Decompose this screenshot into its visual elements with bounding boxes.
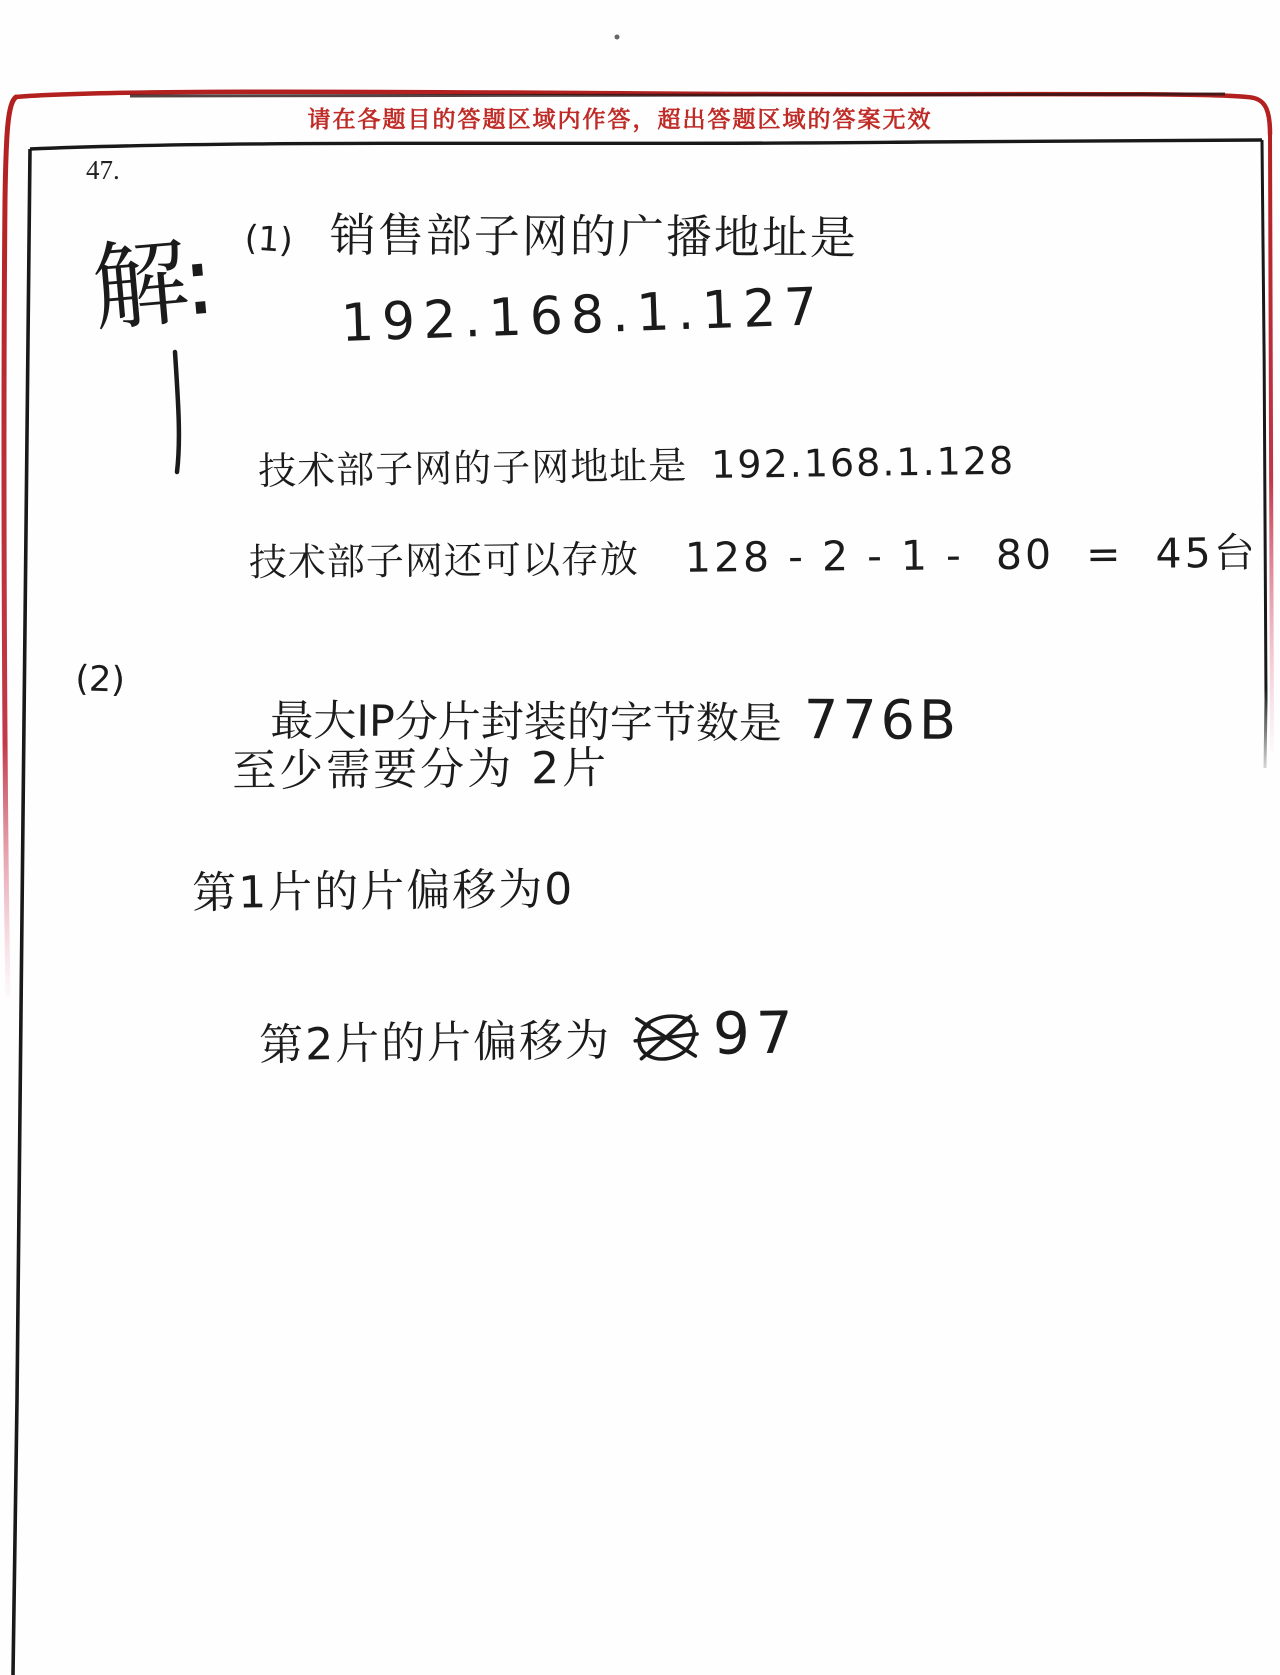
part2-offset2-prefix: 第2片的片偏移为 xyxy=(258,1015,612,1072)
answer-box-top-border xyxy=(30,140,1262,149)
red-frame-left-line xyxy=(4,97,16,995)
part2-offset2-value: 97 xyxy=(712,998,800,1069)
part2-label: (2) xyxy=(74,659,126,701)
red-frame-right-line xyxy=(1270,134,1272,750)
header-notice: 请在各题目的答题区域内作答，超出答题区域的答案无效 xyxy=(307,106,933,132)
part2-mtu-prefix: 最大IP分片封装的字节数是 xyxy=(270,696,783,750)
answer-box-left-border xyxy=(13,149,30,1675)
question-number: 47. xyxy=(86,155,120,185)
part1-label: (1) xyxy=(243,218,295,262)
part1-broadcast-line: 销售部子网的广播地址是 xyxy=(329,208,859,265)
solution-mark-descender-stroke xyxy=(175,352,179,472)
part2-offset1-line: 第1片的片偏移为0 xyxy=(191,863,575,919)
solution-mark: 解: xyxy=(87,223,214,346)
part2-fragments-line: 至少需要分为 2片 xyxy=(231,742,610,797)
part1-capacity-line xyxy=(196,489,1258,627)
part1-subnet-address: 192.168.1.128 xyxy=(710,438,1016,487)
crossed-out-scribble xyxy=(633,1010,700,1063)
scan-speck xyxy=(615,35,620,40)
part1-capacity-prefix: 技术部子网还可以存放 xyxy=(248,536,640,585)
part2-mtu-value: 776B xyxy=(803,688,961,753)
part1-subnet-prefix: 技术部子网的子网地址是 xyxy=(257,443,688,494)
answer-box-right-border xyxy=(1262,140,1266,768)
top-dark-scan-line xyxy=(130,94,1225,96)
part2-offset2-line xyxy=(194,954,800,1123)
part1-capacity-expression: 128 - 2 - 1 - 80 = 45台 xyxy=(684,528,1258,582)
part1-broadcast-address: 192.168.1.127 xyxy=(339,277,827,354)
